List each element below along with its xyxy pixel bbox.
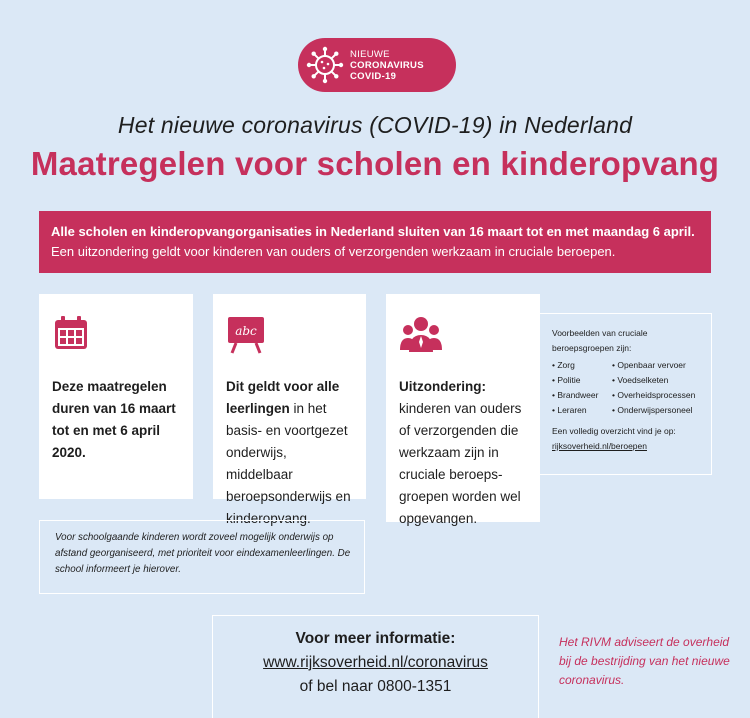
list-item: • Leraren [552,403,612,418]
coronavirus-link[interactable]: www.rijksoverheid.nl/coronavirus [263,654,488,671]
examples-outro: Een volledig overzicht vind je op: [552,426,676,436]
list-item: • Openbaar vervoer [612,358,703,373]
badge-line-1: NIEUWE [350,48,390,60]
closure-banner [39,211,711,273]
people-icon [399,314,443,354]
remote-education-note: Voor schoolgaande kinderen wordt zoveel mogelijk onderwijs op afstand georganiseerd, met prioriteit voor eindexamenleerlingen. De school informeert je hierover. [39,520,365,594]
blackboard-text: abc [235,324,257,338]
card-scope-text: in het basis- en voortgezet onderwijs, middelbaar beroepsonderwijs en kinderopvang. [226,401,351,526]
rivm-note: Het RIVM adviseert de overheid bij de bestrijding van het nieuwe coronavirus. [559,635,730,687]
calendar-icon [52,314,90,352]
info-box [212,615,539,718]
card-duration [39,294,193,499]
badge-line-3: COVID-19 [350,70,397,82]
page-title: Maatregelen voor scholen en kinderopvang [30,145,720,182]
card-duration-text: Deze maatregelen duren van 16 maart tot en met 6 april 2020. [52,379,176,460]
list-item: • Onderwijspersoneel [612,403,703,418]
card-exception [386,294,540,526]
card-exception-bold: Uitzondering: [399,379,486,394]
badge-line-2: CORONAVIRUS [350,59,424,71]
page-subtitle: Het nieuwe coronavirus (COVID-19) in Nederland [117,112,633,138]
banner-text: Een uitzondering geldt voor kinderen van ouders of verzorgenden werkzaam in cruciale beroepen. [51,244,616,259]
examples-box [540,313,712,475]
card-exception-text: kinderen van ouders of verzorgenden die werkzaam zijn in cruciale beroeps- groepen worden wel opgevangen. [399,401,522,526]
card-scope-bold: Dit geldt voor alle leerlingen [226,379,340,416]
covid-badge [298,38,456,92]
list-item: • Brandweer [552,388,612,403]
info-heading: Voor meer informatie: [295,630,456,647]
info-phone: of bel naar 0800-1351 [299,678,452,695]
blackboard-icon [226,314,266,354]
list-item: • Overheidsprocessen [612,388,703,403]
banner-bold-text: Alle scholen en kinderopvangorganisaties in Nederland sluiten van 16 maart tot en met maandag 6 april. [51,224,695,239]
beroepen-link[interactable]: rijksoverheid.nl/beroepen [552,441,647,451]
examples-list [552,358,703,418]
card-scope [213,294,366,526]
virus-icon [306,46,344,84]
list-item: • Voedselketen [612,373,703,388]
list-item: • Zorg [552,358,612,373]
list-item: • Politie [552,373,612,388]
examples-intro: Voorbeelden van cruciale beroepsgroepen zijn: [552,328,648,353]
